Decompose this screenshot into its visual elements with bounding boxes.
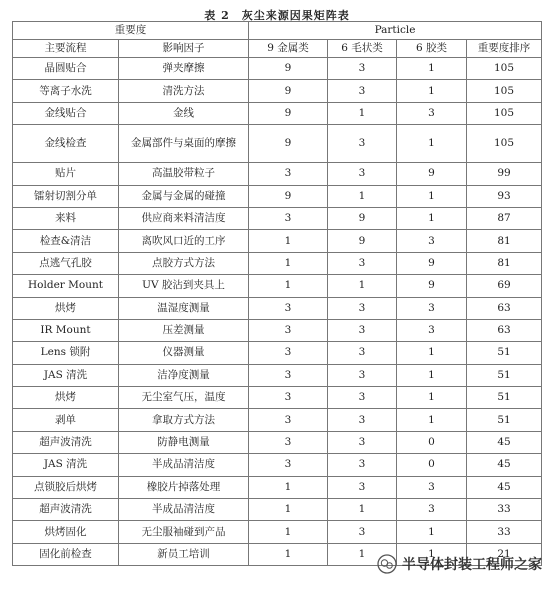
- cell-glue: 1: [397, 207, 467, 229]
- cell-process: 贴片: [13, 163, 119, 185]
- cell-glue: 1: [397, 185, 467, 207]
- table-row: [13, 125, 542, 163]
- cell-rank: 81: [467, 230, 542, 252]
- header-glue: 6 胶类: [397, 40, 467, 58]
- cell-process: 超声波清洗: [13, 431, 119, 453]
- watermark: [377, 554, 542, 574]
- cell-factor: 新员工培训: [119, 543, 249, 565]
- cell-metal: 3: [249, 364, 328, 386]
- table-row: [13, 454, 542, 476]
- cell-fiber: 3: [328, 342, 397, 364]
- cell-metal: 1: [249, 230, 328, 252]
- cell-process: Holder Mount: [13, 275, 119, 297]
- cell-fiber: 9: [328, 230, 397, 252]
- cell-fiber: 3: [328, 58, 397, 80]
- cell-process: 来料: [13, 207, 119, 229]
- cell-rank: 105: [467, 125, 542, 163]
- cell-factor: 金属与金属的碰撞: [119, 185, 249, 207]
- cell-rank: 99: [467, 163, 542, 185]
- header-metal: 9 金属类: [249, 40, 328, 58]
- cell-glue: 1: [397, 364, 467, 386]
- cell-glue: 0: [397, 431, 467, 453]
- cell-glue: 1: [397, 543, 467, 565]
- cell-metal: 1: [249, 275, 328, 297]
- cell-factor: 半成品清洁度: [119, 454, 249, 476]
- header-row-columns: [13, 40, 542, 58]
- cell-process: 烘烤: [13, 387, 119, 409]
- cell-glue: 1: [397, 125, 467, 163]
- cell-rank: 45: [467, 476, 542, 498]
- cell-fiber: 3: [328, 319, 397, 341]
- cell-factor: 清洗方法: [119, 80, 249, 102]
- cell-fiber: 1: [328, 275, 397, 297]
- cell-fiber: 1: [328, 499, 397, 521]
- cell-metal: 3: [249, 297, 328, 319]
- header-process: 主要流程: [13, 40, 119, 58]
- cell-rank: 45: [467, 454, 542, 476]
- wechat-icon: [377, 554, 397, 574]
- cell-rank: 45: [467, 431, 542, 453]
- cell-glue: 0: [397, 454, 467, 476]
- cell-factor: 金属部件与桌面的摩擦: [119, 125, 249, 163]
- table-row: [13, 387, 542, 409]
- cell-fiber: 3: [328, 364, 397, 386]
- cell-rank: 63: [467, 297, 542, 319]
- cell-factor: UV 胶沾到夹具上: [119, 275, 249, 297]
- cell-rank: 63: [467, 319, 542, 341]
- cell-process: 点锁胶后烘烤: [13, 476, 119, 498]
- cell-process: 镭射切割分单: [13, 185, 119, 207]
- cell-metal: 3: [249, 342, 328, 364]
- cell-fiber: 3: [328, 454, 397, 476]
- cell-factor: 洁净度测量: [119, 364, 249, 386]
- cell-fiber: 1: [328, 185, 397, 207]
- table-body: [13, 58, 542, 566]
- cell-glue: 1: [397, 387, 467, 409]
- cell-process: 金线检查: [13, 125, 119, 163]
- cell-factor: 橡胶片掉落处理: [119, 476, 249, 498]
- cell-glue: 9: [397, 252, 467, 274]
- cell-metal: 9: [249, 80, 328, 102]
- cell-process: 剥单: [13, 409, 119, 431]
- cell-glue: 1: [397, 342, 467, 364]
- cell-metal: 1: [249, 521, 328, 543]
- cell-fiber: 3: [328, 252, 397, 274]
- cell-glue: 3: [397, 319, 467, 341]
- cell-process: 晶圆贴合: [13, 58, 119, 80]
- cell-fiber: 1: [328, 102, 397, 124]
- cell-process: 等离子水洗: [13, 80, 119, 102]
- cell-factor: 金线: [119, 102, 249, 124]
- table-row: [13, 207, 542, 229]
- cell-factor: 半成品清洁度: [119, 499, 249, 521]
- cell-rank: 51: [467, 409, 542, 431]
- table-row: [13, 58, 542, 80]
- cell-glue: 3: [397, 476, 467, 498]
- cell-rank: 33: [467, 499, 542, 521]
- cell-rank: 93: [467, 185, 542, 207]
- cell-rank: 51: [467, 387, 542, 409]
- cell-rank: 69: [467, 275, 542, 297]
- cell-glue: 1: [397, 58, 467, 80]
- cell-glue: 3: [397, 102, 467, 124]
- cell-rank: 51: [467, 342, 542, 364]
- header-factor: 影响因子: [119, 40, 249, 58]
- cell-process: 点逃气孔胶: [13, 252, 119, 274]
- table-row: [13, 163, 542, 185]
- table-row: [13, 521, 542, 543]
- watermark-text: 半导体封装工程师之家: [402, 557, 542, 573]
- cell-metal: 9: [249, 58, 328, 80]
- cell-process: 烘烤: [13, 297, 119, 319]
- cell-factor: 高温胶带粒子: [119, 163, 249, 185]
- cell-factor: 仪器测量: [119, 342, 249, 364]
- cell-metal: 9: [249, 185, 328, 207]
- table-row: [13, 185, 542, 207]
- table-caption: 表 2 灰尘来源因果矩阵表: [204, 9, 350, 22]
- cell-fiber: 3: [328, 476, 397, 498]
- cell-process: 烘烤固化: [13, 521, 119, 543]
- cell-process: 检查&清洁: [13, 230, 119, 252]
- cell-metal: 3: [249, 409, 328, 431]
- cell-fiber: 3: [328, 521, 397, 543]
- table-row: [13, 431, 542, 453]
- header-particle: Particle: [249, 22, 542, 40]
- cell-factor: 无尘室气压，温度: [119, 387, 249, 409]
- cell-fiber: 3: [328, 80, 397, 102]
- cell-rank: 105: [467, 102, 542, 124]
- cell-factor: 防静电测量: [119, 431, 249, 453]
- cell-fiber: 9: [328, 207, 397, 229]
- table-row: [13, 409, 542, 431]
- cell-rank: 87: [467, 207, 542, 229]
- cell-process: JAS 清洗: [13, 454, 119, 476]
- cell-metal: 1: [249, 499, 328, 521]
- cell-fiber: 3: [328, 297, 397, 319]
- cell-fiber: 3: [328, 125, 397, 163]
- cell-metal: 3: [249, 454, 328, 476]
- table-row: [13, 80, 542, 102]
- cell-factor: 供应商来料清洁度: [119, 207, 249, 229]
- cell-metal: 9: [249, 125, 328, 163]
- table-row: [13, 230, 542, 252]
- cell-fiber: 1: [328, 543, 397, 565]
- cell-glue: 3: [397, 297, 467, 319]
- cell-metal: 3: [249, 387, 328, 409]
- cell-rank: 105: [467, 58, 542, 80]
- cell-process: IR Mount: [13, 319, 119, 341]
- table-row: [13, 275, 542, 297]
- header-importance: 重要度: [13, 22, 249, 40]
- cell-rank: 81: [467, 252, 542, 274]
- cell-factor: 拿取方式方法: [119, 409, 249, 431]
- cell-factor: 点胶方式方法: [119, 252, 249, 274]
- cell-metal: 1: [249, 476, 328, 498]
- cell-process: 超声波清洗: [13, 499, 119, 521]
- table-row: [13, 102, 542, 124]
- dust-source-matrix-table: [12, 21, 542, 566]
- cell-factor: 温湿度测量: [119, 297, 249, 319]
- cell-factor: 无尘服袖碰到产品: [119, 521, 249, 543]
- cell-glue: 9: [397, 275, 467, 297]
- cell-glue: 3: [397, 230, 467, 252]
- cell-metal: 9: [249, 102, 328, 124]
- table-row: [13, 499, 542, 521]
- table-row: [13, 342, 542, 364]
- cell-factor: 离吹风口近的工序: [119, 230, 249, 252]
- cell-fiber: 3: [328, 431, 397, 453]
- table-row: [13, 364, 542, 386]
- cell-fiber: 3: [328, 409, 397, 431]
- cell-glue: 1: [397, 521, 467, 543]
- cell-rank: 51: [467, 364, 542, 386]
- cell-rank: 33: [467, 521, 542, 543]
- cell-glue: 9: [397, 163, 467, 185]
- cell-rank: 21: [467, 543, 542, 565]
- cell-process: Lens 锁附: [13, 342, 119, 364]
- cell-glue: 3: [397, 499, 467, 521]
- cell-fiber: 3: [328, 387, 397, 409]
- header-rank: 重要度排序: [467, 40, 542, 58]
- header-fiber: 6 毛状类: [328, 40, 397, 58]
- cell-metal: 3: [249, 163, 328, 185]
- table-row: [13, 297, 542, 319]
- cell-metal: 3: [249, 431, 328, 453]
- table-row: [13, 252, 542, 274]
- cell-factor: 弹夹摩擦: [119, 58, 249, 80]
- cell-rank: 105: [467, 80, 542, 102]
- cell-process: 金线贴合: [13, 102, 119, 124]
- table-row: [13, 319, 542, 341]
- cell-factor: 压差测量: [119, 319, 249, 341]
- cell-metal: 1: [249, 543, 328, 565]
- cell-glue: 1: [397, 80, 467, 102]
- cell-metal: 1: [249, 252, 328, 274]
- cell-fiber: 3: [328, 163, 397, 185]
- cell-metal: 3: [249, 207, 328, 229]
- cell-process: 固化前检查: [13, 543, 119, 565]
- cell-process: JAS 清洗: [13, 364, 119, 386]
- cell-glue: 1: [397, 409, 467, 431]
- cell-metal: 3: [249, 319, 328, 341]
- table-row: [13, 476, 542, 498]
- header-row-group: [13, 22, 542, 40]
